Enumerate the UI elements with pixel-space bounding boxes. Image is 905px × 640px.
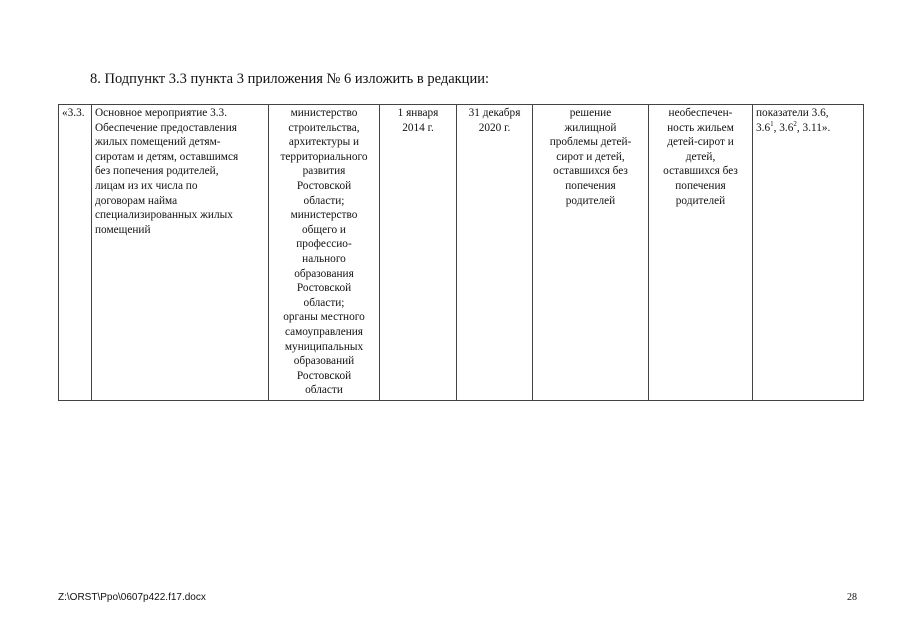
executors-line: образования xyxy=(294,267,354,280)
indicators-line xyxy=(756,121,860,136)
executors-cell xyxy=(269,105,380,401)
executors-line: общего и xyxy=(302,223,346,236)
result-line: проблемы детей- xyxy=(549,136,632,149)
executors-line: области; xyxy=(303,194,345,207)
indicator-superscript: 2 xyxy=(793,119,797,128)
activity-line: договорам найма xyxy=(95,194,178,207)
indicator-superscript: 1 xyxy=(770,119,774,128)
activity-line: сиротам и детям, оставшимся xyxy=(95,150,239,163)
consequence-line: ность жильем xyxy=(667,121,734,134)
table-row xyxy=(59,105,864,401)
end-date-line: 2020 г. xyxy=(478,121,511,134)
executors-line: профессио- xyxy=(296,238,352,251)
end-date-line: 31 декабря xyxy=(468,107,521,119)
activity-line: лицам из их числа по xyxy=(95,179,198,192)
executors-line: Ростовской xyxy=(296,179,352,192)
activity-line: Основное мероприятие 3.3. xyxy=(95,107,228,119)
indicators-cell xyxy=(753,105,864,401)
result-cell xyxy=(533,105,649,401)
executors-line: архитектуры и xyxy=(288,136,360,149)
activity-line: Обеспечение предоставления xyxy=(95,121,237,134)
consequence-line: родителей xyxy=(675,194,726,207)
activity-line: жилых помещений детям- xyxy=(95,136,221,149)
executors-line: муниципальных xyxy=(284,340,364,353)
program-table xyxy=(58,104,864,401)
consequence-line: необеспечен- xyxy=(668,107,733,119)
executors-line: развития xyxy=(302,165,346,178)
executors-line: области xyxy=(305,384,343,397)
consequence-cell xyxy=(649,105,753,401)
executors-line: министерство xyxy=(290,107,358,119)
executors-line: территориального xyxy=(280,150,368,163)
result-line: сирот и детей, xyxy=(556,150,625,163)
start-date-cell xyxy=(380,105,457,401)
file-path: Z:\ORST\Ppo\0607p422.f17.docx xyxy=(58,592,206,603)
activity-line: без попечения родителей, xyxy=(95,165,219,178)
result-line: попечения xyxy=(565,179,616,192)
activity-line: помещений xyxy=(95,223,151,236)
row-number: «3.3. xyxy=(62,107,85,119)
start-date-line: 2014 г. xyxy=(402,121,434,134)
executors-line: строительства, xyxy=(288,121,360,134)
result-line: оставшихся без xyxy=(553,165,628,178)
result-line: жилищной xyxy=(564,121,617,134)
start-date-line: 1 января xyxy=(397,107,439,119)
indicator-code: 3.6 xyxy=(756,121,771,134)
executors-line: Ростовской xyxy=(296,282,352,295)
executors-line: области; xyxy=(303,296,345,309)
consequence-line: оставшихся без xyxy=(663,165,738,178)
executors-line: нального xyxy=(302,252,346,265)
end-date-cell xyxy=(457,105,533,401)
executors-line: Ростовской xyxy=(296,369,352,382)
consequence-line: детей-сирот и xyxy=(667,136,734,149)
executors-line: самоуправления xyxy=(284,325,363,338)
indicator-code: , 3.11». xyxy=(796,121,831,134)
indicators-line: показатели 3.6, xyxy=(756,107,829,119)
row-number-cell xyxy=(59,105,92,401)
executors-line: министерство xyxy=(290,209,358,222)
activity-cell xyxy=(92,105,269,401)
indicator-code: , 3.6 xyxy=(773,121,794,134)
consequence-line: детей, xyxy=(685,150,716,163)
page-number: 28 xyxy=(847,592,857,603)
consequence-line: попечения xyxy=(675,179,726,192)
activity-line: специализированных жилых xyxy=(95,209,233,222)
result-line: родителей xyxy=(565,194,616,207)
executors-line: образований xyxy=(293,355,355,368)
executors-line: органы местного xyxy=(283,311,365,324)
result-line: решение xyxy=(569,107,612,119)
amendment-heading: 8. Подпункт 3.3 пункта 3 приложения № 6 изложить в редакции: xyxy=(90,71,489,87)
